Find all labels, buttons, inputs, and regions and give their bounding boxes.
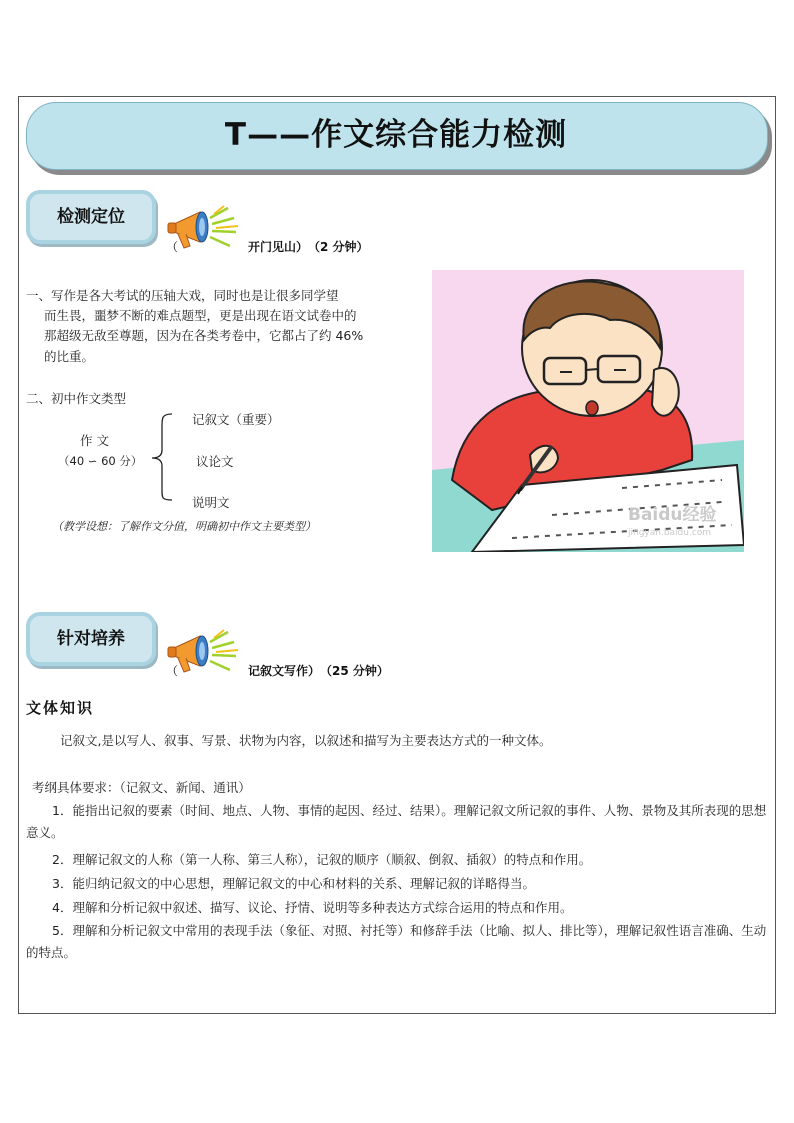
requirement-item: 5．理解和分析记叙文中常用的表现手法（象征、对照、衬托等）和修辞手法（比喻、拟人、排比等），理解记叙性语言准确、生动的特点。 [26,923,767,960]
teaching-note: （教学设想：了解作文分值，明确初中作文主要类型） [52,520,316,533]
item2-heading: 二、初中作文类型 [26,391,127,406]
item1-line3: 那超级无敌至尊题，因为在各类考卷中，它都占了约 46% [44,328,364,343]
brace-icon [150,412,174,502]
item1-line4: 的比重。 [44,349,95,364]
tree-root-title: 作 文 [80,433,109,448]
item1-line2: 而生畏，噩梦不断的难点题型，更是出现在语文试卷中的 [44,308,357,323]
requirement-item: 4．理解和分析记叙中叙述、描写、议论、抒情、说明等多种表达方式综合运用的特点和作用。 [52,900,573,915]
narrative-definition: 记叙文,是以写人、叙事、写景、状物为内容，以叙述和描写为主要表达方式的一种文体。 [60,733,552,748]
watermark-url: jingyan.baidu.com [628,528,712,538]
style-knowledge-heading: 文体知识 [26,699,95,717]
requirements-title: 考纲具体要求：（记叙文、新闻、通讯） [32,780,251,795]
requirement-item: 1．能指出记叙的要素（时间、地点、人物、事情的起因、经过、结果）。理解记叙文所记叙的事件、人物、景物及其所表现的思想意义。 [26,803,767,840]
student-writing-illustration [432,270,744,552]
item1-line1: 一、写作是各大考试的压轴大戏，同时也是让很多同学望 [26,288,339,303]
section-badge-training: 针对培养 [26,612,156,666]
tree-root-score: （40 ∽ 60 分） [58,454,143,468]
page-title: T——作文综合能力检测 [224,117,568,153]
watermark-text: Baidu经验 [628,505,717,525]
section1-subtitle: 开门见山） （2 分钟） [248,240,369,254]
requirement-item: 3．能归纳记叙文的中心思想，理解记叙文的中心和材料的关系、理解记叙的详略得当。 [52,876,535,891]
subtitle-paren: （ [166,664,179,678]
section2-subtitle: 记叙文写作） （25 分钟） [248,664,389,678]
tree-branch-narrative: 记叙文（重要） [192,412,280,427]
section-badge-detection: 检测定位 [26,190,156,244]
requirement-item: 2．理解记叙文的人称（第一人称、第三人称），记叙的顺序（顺叙、倒叙、插叙）的特点和作用。 [52,852,592,867]
tree-branch-argumentative: 议论文 [196,454,234,469]
subtitle-paren: （ [166,240,179,254]
tree-branch-expository: 说明文 [192,495,230,510]
